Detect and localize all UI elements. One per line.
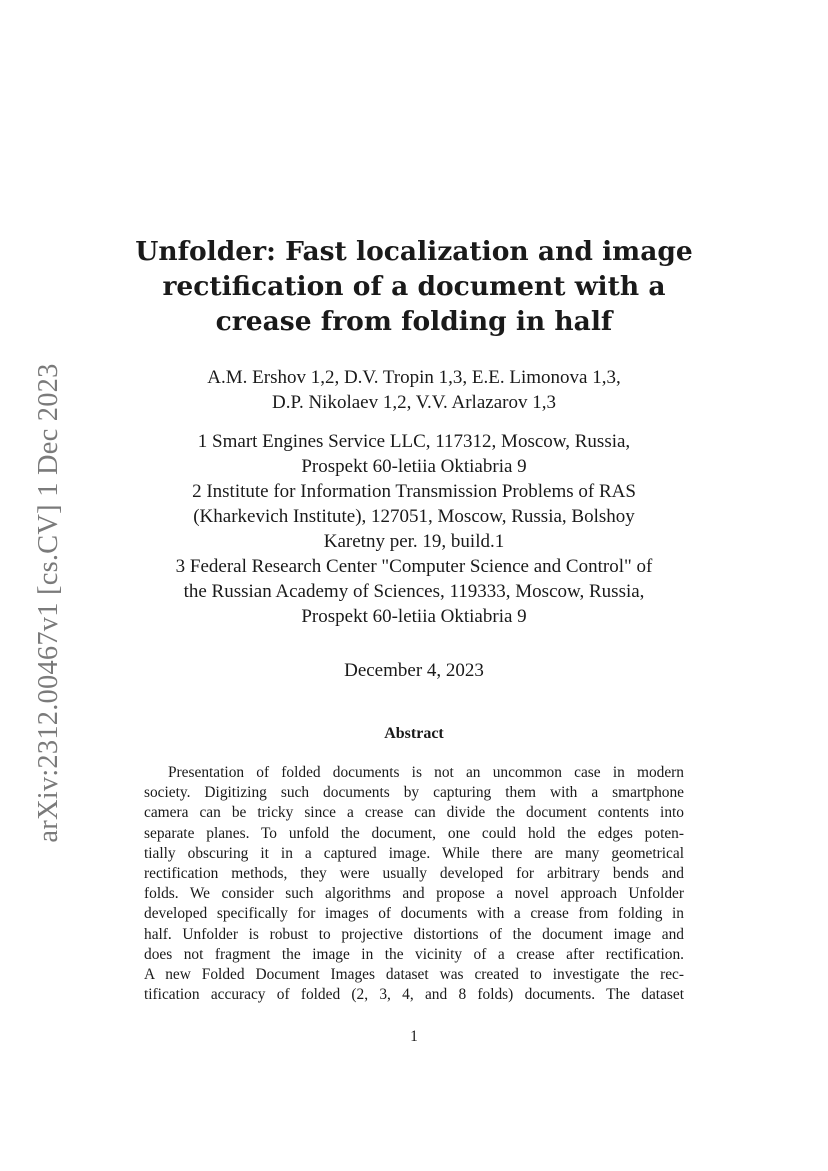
abstract-line: rectification methods, they were usually developed for arbitrary bends and: [144, 865, 684, 883]
affiliation-line: 3 Federal Research Center "Computer Science and Control" of: [175, 556, 653, 577]
title-line: crease from folding in half: [215, 306, 613, 337]
title-line: rectification of a document with a: [162, 271, 666, 302]
affiliation-line: the Russian Academy of Sciences, 119333, Moscow, Russia,: [183, 581, 645, 602]
abstract-line: tification accuracy of folded (2, 3, 4, and 8 folds) documents. The dataset: [144, 986, 684, 1004]
abstract-line: Presentation of folded documents is not an uncommon case in modern: [168, 764, 684, 781]
affiliation-line: 2 Institute for Information Transmission Problems of RAS: [192, 481, 636, 502]
arxiv-identifier-stamp: arXiv:2312.00467v1 [cs.CV] 1 Dec 2023: [33, 363, 64, 843]
abstract-line: camera can be tricky since a crease can divide the document contents into: [144, 804, 684, 822]
abstract-line: A new Folded Document Images dataset was created to investigate the rec-: [144, 966, 684, 984]
abstract-line: half. Unfolder is robust to projective distortions of the document image and: [144, 925, 684, 943]
paper-title: [114, 234, 714, 339]
author-line: A.M. Ershov 1,2, D.V. Tropin 1,3, E.E. Limonova 1,3,: [207, 367, 621, 388]
abstract-line: society. Digitizing such documents by capturing them with a smartphone: [144, 784, 684, 802]
author-list: [114, 365, 714, 415]
abstract-heading: Abstract: [384, 725, 444, 742]
abstract-line: separate planes. To unfold the document, one could hold the edges poten-: [144, 824, 684, 842]
abstract-body: [144, 763, 684, 1005]
affiliation-list: [114, 429, 714, 629]
abstract-line: developed specifically for images of documents with a crease from folding in: [144, 905, 684, 923]
publication-date: December 4, 2023: [344, 660, 484, 681]
affiliation-line: Prospekt 60-letiia Oktiabria 9: [301, 456, 527, 477]
affiliation-line: Karetny per. 19, build.1: [323, 531, 505, 552]
author-line: D.P. Nikolaev 1,2, V.V. Arlazarov 1,3: [272, 392, 556, 413]
abstract-line: folds. We consider such algorithms and propose a novel approach Unfolder: [144, 885, 684, 903]
abstract-line: tially obscuring it in a captured image. While there are many geometrical: [144, 844, 684, 862]
affiliation-line: Prospekt 60-letiia Oktiabria 9: [301, 606, 527, 627]
page-number: 1: [410, 1028, 418, 1045]
affiliation-line: 1 Smart Engines Service LLC, 117312, Moscow, Russia,: [197, 431, 631, 452]
abstract-line: does not fragment the image in the vicinity of a crease after rectification.: [144, 945, 684, 963]
title-line: Unfolder: Fast localization and image: [135, 236, 693, 267]
affiliation-line: (Kharkevich Institute), 127051, Moscow, Russia, Bolshoy: [193, 506, 635, 527]
